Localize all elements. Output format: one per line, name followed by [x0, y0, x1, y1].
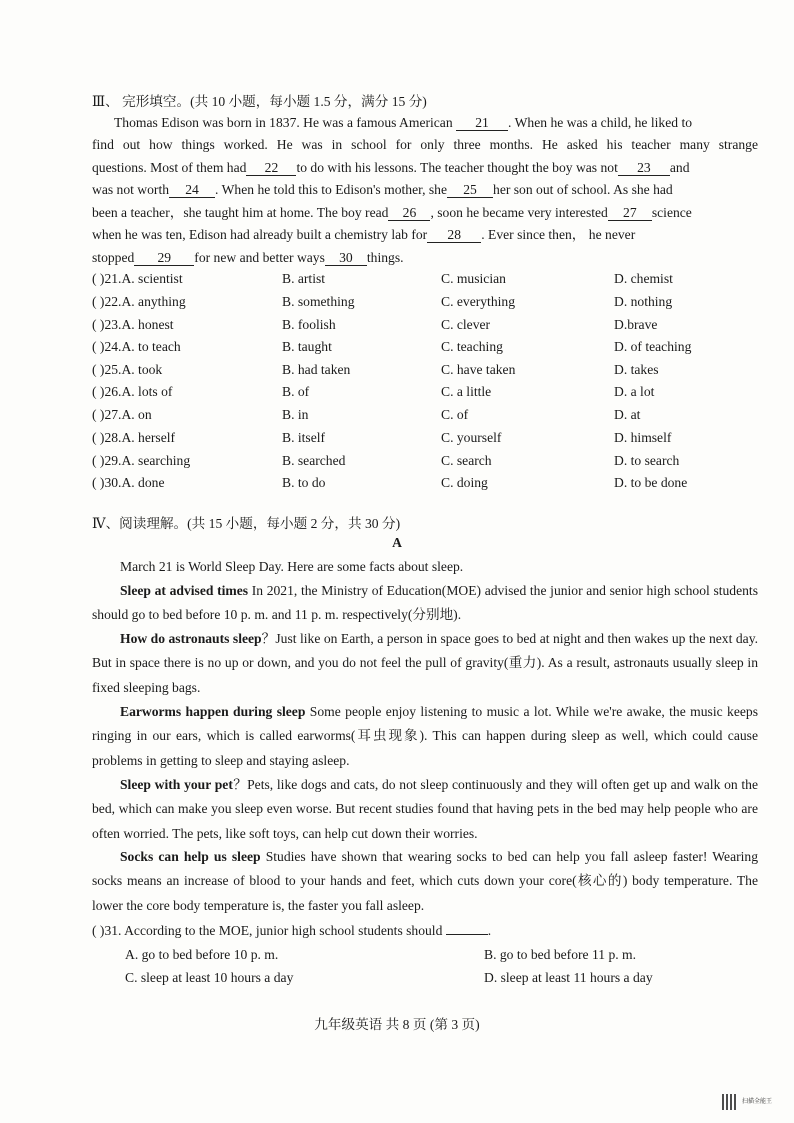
blank-27: 27: [608, 205, 652, 221]
option-row-30: ( )30.A. done B. to do C. doing D. to be done: [92, 475, 688, 490]
paragraph-astronauts: How do astronauts sleep？Just like on Earth, a person in space goes to bed at night and then wakes up the next day. But in space there is no up or down, and you do not feel the pull of gravity(重力). As a result, astronauts usually sleep in fixed sleeping bags.: [92, 631, 758, 695]
blank-21: 21: [456, 115, 508, 131]
q31-option-d: D. sleep at least 11 hours a day: [484, 970, 653, 985]
qr-code-icon: [722, 1094, 738, 1110]
cloze-line-5: been a teacher，she taught him at home. The boy read 26 , soon he became very interested 27 science: [92, 205, 692, 220]
blank-22: 22: [246, 160, 296, 176]
blank-25: 25: [447, 182, 493, 198]
cloze-line-2: find out how things worked. He was in school for only three months. He asked his teacher many strange: [92, 137, 758, 152]
paragraph-earworms: Earworms happen during sleep Some people enjoy listening to music a lot. While we're awake, the music keeps ringing in our ears, which is called earworms(耳虫现象). This can happen during sleep as well, which could cause problems in getting to sleep and staying asleep.: [92, 704, 758, 768]
option-row-22: ( )22.A. anything B. something C. everything D. nothing: [92, 294, 673, 309]
paragraph-socks: Socks can help us sleep Studies have shown that wearing socks to bed can help you fall asleep faster! Wearing socks means an increase of blood to your hands and feet, which cuts down your core(核心的) body temperature. The lower the core body temperature is, the faster you fall asleep.: [92, 849, 758, 913]
question-31: ( )31. According to the MOE, junior high school students should .: [92, 923, 492, 938]
reading-intro: March 21 is World Sleep Day. Here are some facts about sleep.: [120, 559, 464, 574]
option-row-24: ( )24.A. to teach B. taught C. teaching D. of teaching: [92, 339, 692, 354]
q31-option-b: B. go to bed before 11 p. m.: [484, 947, 637, 962]
cloze-line-7: stopped 29 for new and better ways 30 things.: [92, 250, 404, 265]
scanner-watermark: 扫描全能王: [722, 1094, 784, 1110]
part-letter: A: [392, 535, 402, 550]
blank-31: [446, 934, 488, 935]
section4-heading: Ⅳ、阅读理解。(共 15 小题，每小题 2 分，共 30 分): [92, 516, 401, 531]
cloze-line-1: Thomas Edison was born in 1837. He was a famous American 21 . When he was a child, he liked to: [114, 115, 693, 130]
option-row-28: ( )28.A. herself B. itself C. yourself D. himself: [92, 430, 672, 445]
paragraph-sleep-advised-times: Sleep at advised times In 2021, the Ministry of Education(MOE) advised the junior and senior high school students should go to bed before 10 p. m. and 11 p. m. respectively(分别地).: [92, 583, 759, 623]
blank-24: 24: [169, 182, 215, 198]
blank-26: 26: [388, 205, 430, 221]
blank-23: 23: [618, 160, 670, 176]
page-footer: 九年级英语 共 8 页 (第 3 页): [314, 1017, 480, 1032]
option-row-29: ( )29.A. searching B. searched C. search D. to search: [92, 453, 680, 468]
option-row-25: ( )25.A. took B. had taken C. have taken D. takes: [92, 362, 659, 377]
section3-heading: Ⅲ、 完形填空。(共 10 小题，每小题 1.5 分，满分 15 分): [92, 94, 427, 109]
blank-30: 30: [325, 250, 367, 266]
q31-option-c: C. sleep at least 10 hours a day: [125, 970, 294, 985]
paragraph-pets: Sleep with your pet？Pets, like dogs and cats, do not sleep continuously and they will often get up and walk on the bed, which can make you sleep even worse. But recent studies found that having pets in the bed may help people who are often worried. The pets, like soft toys, can help cut down their worries.: [92, 777, 759, 841]
option-row-23: ( )23.A. honest B. foolish C. clever D.brave: [92, 317, 658, 332]
q31-option-a: A. go to bed before 10 p. m.: [125, 947, 279, 962]
blank-29: 29: [134, 250, 194, 266]
option-row-21: ( )21.A. scientist B. artist C. musician D. chemist: [92, 271, 673, 286]
option-row-26: ( )26.A. lots of B. of C. a little D. a lot: [92, 384, 655, 399]
cloze-line-3: questions. Most of them had 22 to do with his lessons. The teacher thought the boy was not 23 and: [92, 160, 690, 175]
option-row-27: ( )27.A. on B. in C. of D. at: [92, 407, 641, 422]
blank-28: 28: [427, 227, 481, 243]
cloze-line-6: when he was ten, Edison had already built a chemistry lab for 28 . Ever since then， he never: [92, 227, 636, 242]
cloze-line-4: was not worth 24 . When he told this to Edison's mother, she 25 her son out of school. As she had: [92, 182, 673, 197]
